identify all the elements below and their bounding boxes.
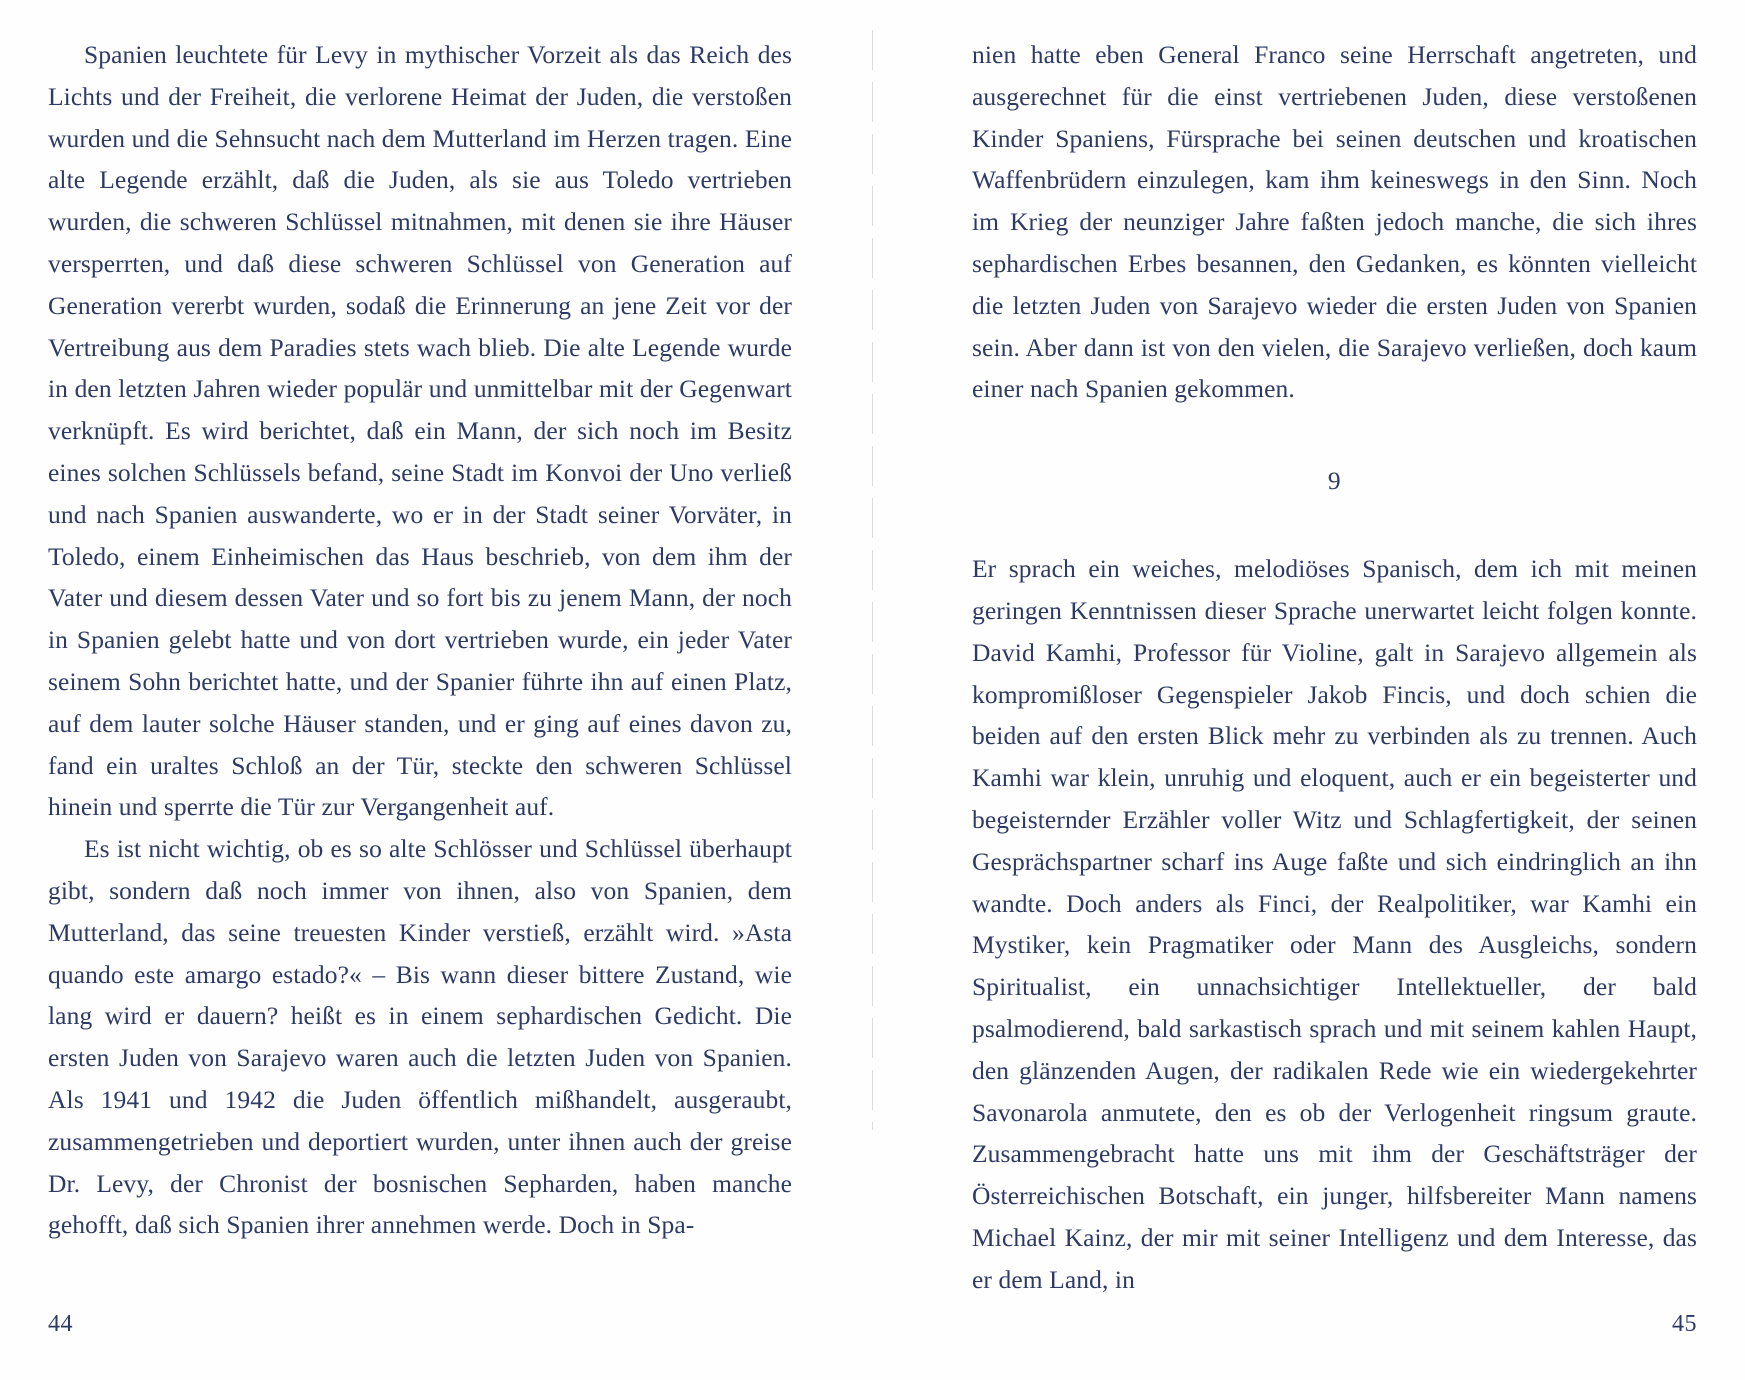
paragraph: Es ist nicht wichtig, ob es so alte Schlösser und Schlüssel überhaupt gibt, sondern daß noch immer von ihnen, also von Spanien, dem Mutterland, das seine treuesten Kinder verstieß, erzählt wird. »Asta quando este amargo estado?« – Bis wann dieser bittere Zustand, wie lang wird er dauern? heißt es in einem sephardischen Gedicht. Die ersten Juden von Sarajevo waren auch die letzten Juden von Spanien. Als 1941 und 1942 die Juden öffentlich mißhandelt, ausgeraubt, zusammengetrieben und deportiert wurden, unter ihnen auch der greise Dr. Levy, der Chronist der bosnischen Sepharden, haben manche gehofft, daß sich Spanien ihrer annehmen werde. Doch in Spa- <box>48 834 792 1240</box>
page-number-right: 45 <box>1672 1311 1697 1337</box>
paragraph: Spanien leuchtete für Levy in mythischer Vorzeit als das Reich des Lichts und der Freiheit, die verlorene Heimat der Juden, die verstoßen wurden und die Sehnsucht nach dem Mutterland im Herzen tragen. Eine alte Legende erzählt, daß die Juden, als sie aus Toledo vertrieben wurden, die schweren Schlüssel mitnahmen, mit denen sie ihre Häuser versperrten, und daß diese schweren Schlüssel von Generation auf Generation vererbt wurden, sodaß die Erinnerung an jene Zeit vor der Vertreibung aus dem Paradies stets wach blieb. Die alte Legende wurde in den letzten Jahren wieder populär und unmittelbar mit der Gegenwart verknüpft. Es wird berichtet, daß ein Mann, der sich noch im Besitz eines solchen Schlüssels befand, seine Stadt im Konvoi der Uno verließ und nach Spanien auswanderte, wo er in der Stadt seiner Vorväter, in Toledo, einem Einheimischen das Haus beschrieb, von dem ihm der Vater und diesem dessen Vater und so fort bis zu jenem Mann, der noch in Spanien gelebt hatte und von dort vertrieben wurde, ein jeder Vater seinem Sohn berichtet hatte, und der Spanier führte ihn auf einen Platz, auf dem lauter solche Häuser standen, und er ging auf eines davon zu, fand ein uraltes Schloß an der Tür, steckte den schweren Schlüssel hinein und sperrte die Tür zur Vergangenheit auf. <box>48 40 792 822</box>
paragraph: Er sprach ein weiches, melodiöses Spanisch, dem ich mit meinen geringen Kenntnissen dieser Sprache unerwartet leicht folgen konnte. David Kamhi, Professor für Violine, galt in Sarajevo allgemein als kompromißloser Gegenspieler Jakob Fincis, und doch schien die beiden auf den ersten Blick mehr zu verbinden als zu trennen. Auch Kamhi war klein, unruhig und eloquent, auch er ein begeisterter und begeisternder Erzähler voller Witz und Schlagfertigkeit, der seinen Gesprächspartner scharf ins Auge faßte und sich eindringlich an ihn wandte. Doch anders als Finci, der Realpolitiker, war Kamhi ein Mystiker, kein Pragmatiker oder Mann des Ausgleichs, sondern Spiritualist, ein unnachsichtiger Intellektueller, der bald psalmodierend, bald sarkastisch sprach und mit seinem kahlen Haupt, den glänzenden Augen, der radikalen Rede wie ein wiedergekehrter Savonarola anmutete, den es ob der Verlogenheit ringsum graute. Zusammengebracht hatte uns mit ihm der Geschäftsträger der Österreichischen Botschaft, ein junger, hilfsbereiter Mann namens Michael Kainz, der mir mit seiner Intelligenz und dem Interesse, das er dem Land, in <box>972 554 1697 1294</box>
section-number: 9 <box>1327 466 1342 496</box>
page-number-left: 44 <box>48 1311 73 1337</box>
paragraph-continuation: nien hatte eben General Franco seine Herrschaft angetreten, und ausgerechnet für die einst vertriebenen Juden, diese verstoßenen Kinder Spaniens, Fürsprache bei seinen deutschen und kroatischen Waffenbrüdern einzulegen, kam ihm keineswegs in den Sinn. Noch im Krieg der neunziger Jahre faßten jedoch manche, die sich ihres sephardischen Erbes besannen, den Gedanken, es könnten vielleicht die letzten Juden von Sarajevo wieder die ersten Juden von Spanien sein. Aber dann ist von den vielen, die Sarajevo verließen, doch kaum einer nach Spanien gekommen. <box>972 40 1697 404</box>
right-page <box>872 0 1745 1380</box>
left-page <box>0 0 872 1380</box>
